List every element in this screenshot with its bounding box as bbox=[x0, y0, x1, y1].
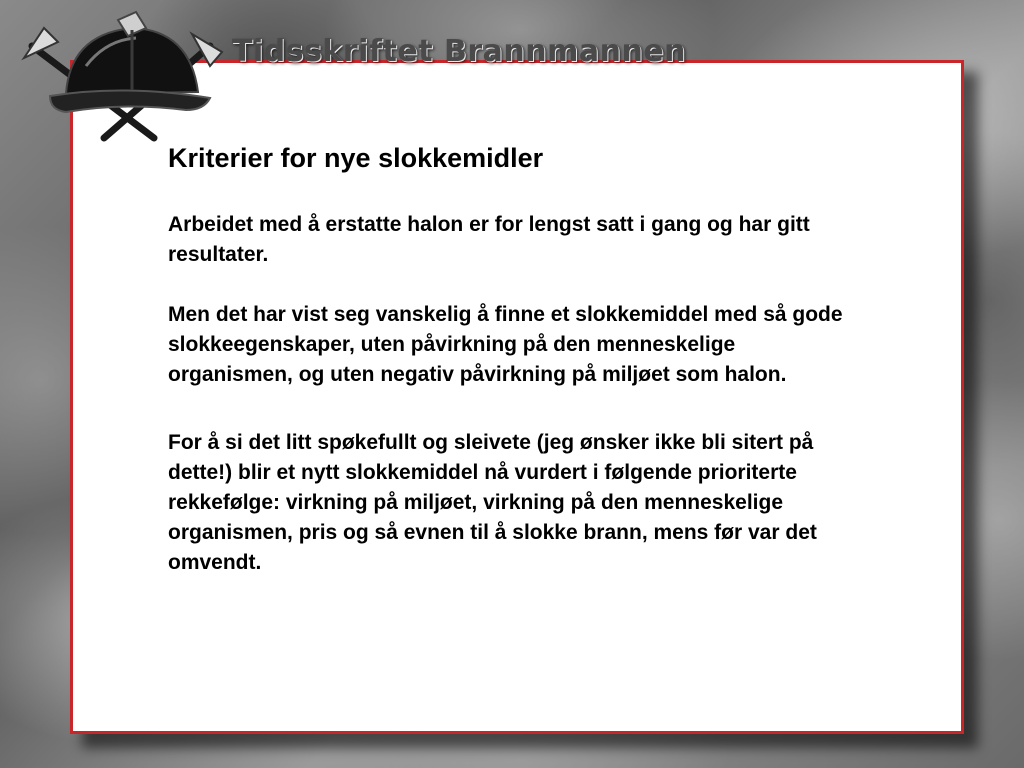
firefighter-helmet-axes-icon bbox=[14, 6, 234, 146]
masthead-title: Tidsskriftet Brannmannen bbox=[232, 34, 687, 69]
paragraph-2: Men det har vist seg vanskelig å finne et slokkemiddel med så gode slokkeegenskaper, uten påvirkning på den menneskelige organismen, og uten negativ påvirkning på miljøet som halon. bbox=[168, 303, 843, 386]
slide-content bbox=[168, 140, 868, 608]
helmet-icon bbox=[50, 12, 210, 112]
paragraph-3: For å si det litt spøkefullt og sleivete (jeg ønsker ikke bli sitert på dette!) blir et nytt slokkemiddel nå vurdert i følgende prioriterte rekkefølge: virkning på miljøet, virkning på den menneskelige organismen, pris og så evnen til å slokke brann, mens før var det omvendt. bbox=[168, 431, 817, 574]
slide-title: Kriterier for nye slokkemidler bbox=[168, 143, 544, 173]
paragraph-1: Arbeidet med å erstatte halon er for lengst satt i gang og har gitt resultater. bbox=[168, 213, 810, 266]
